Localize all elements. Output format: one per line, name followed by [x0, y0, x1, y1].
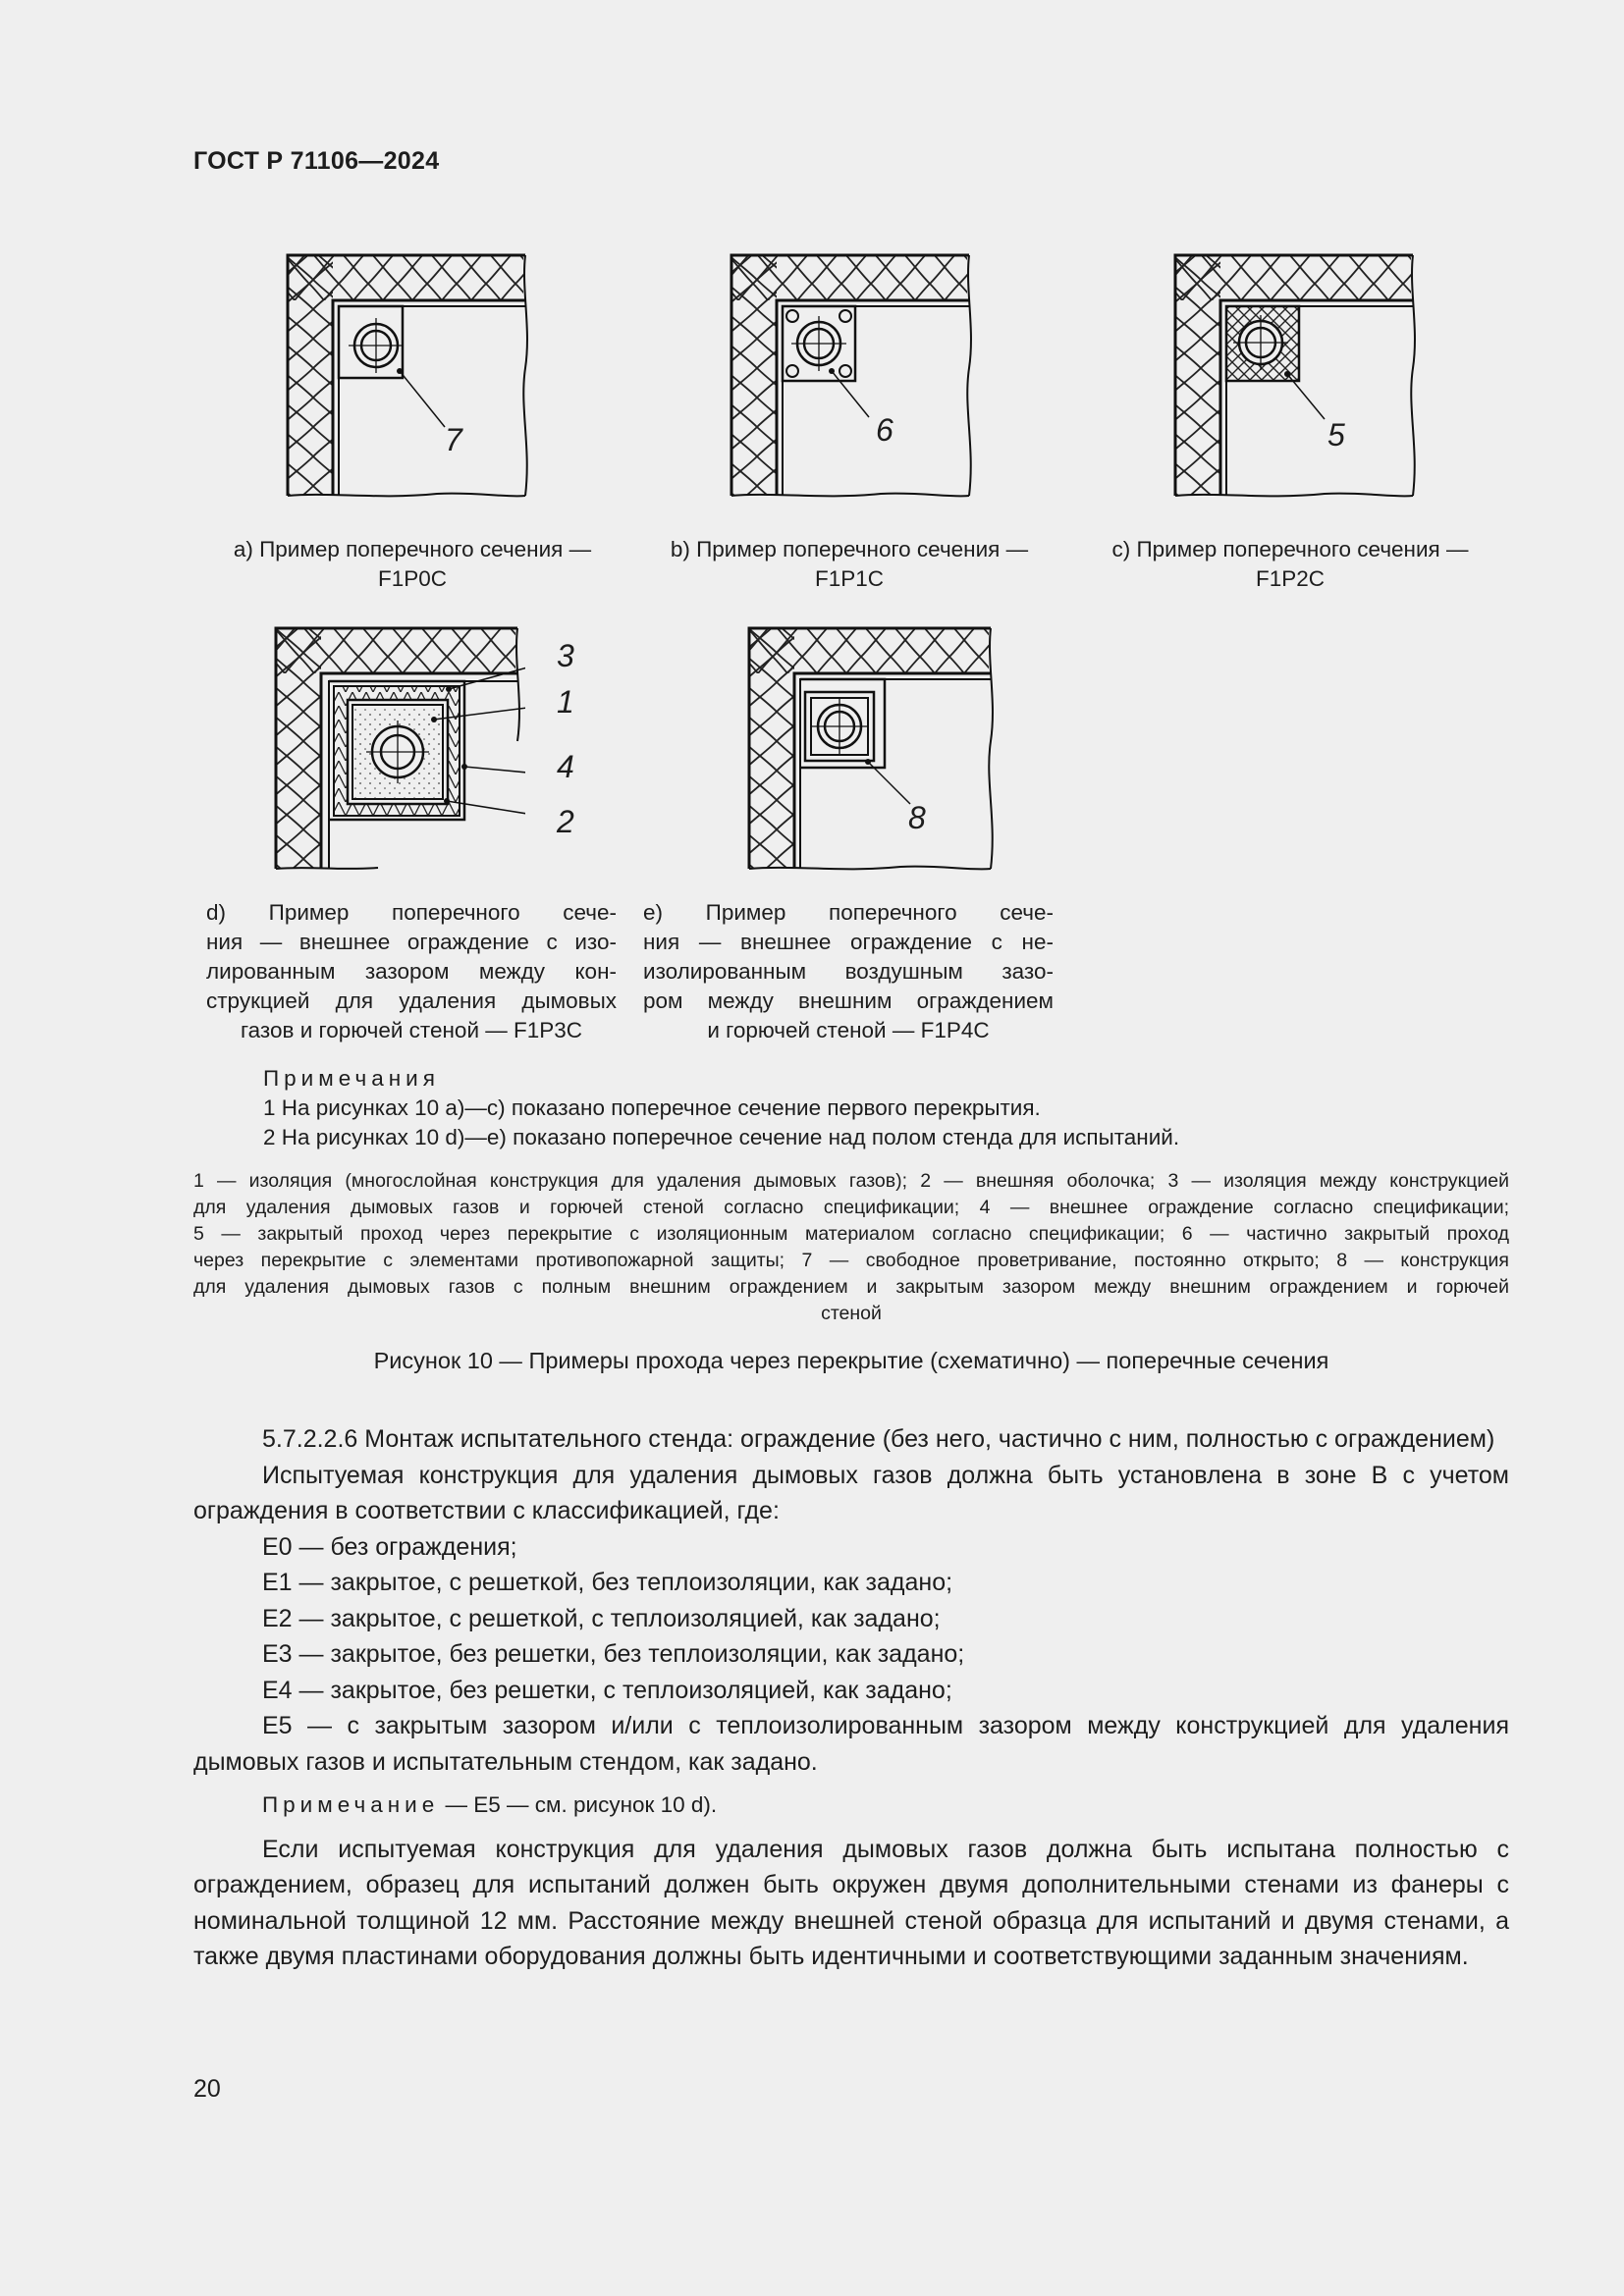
figure-b: [724, 250, 979, 506]
figure-c: [1167, 250, 1423, 506]
caption-d: d) Пример поперечного сече- ния — внешнее ограждение с изо- лированным зазором между кон- струкцией для удаления дымовых газов и горючей стеной — F1P3C: [206, 900, 617, 1042]
caption-a: a) Пример поперечного сечения — F1P0C: [233, 537, 592, 591]
list-item: Е0 — без ограждения;: [262, 1532, 517, 1561]
note-label: Примечание: [262, 1792, 440, 1817]
caption-c: c) Пример поперечного сечения — F1P2C: [1111, 537, 1469, 591]
figure-e: [743, 623, 999, 879]
callout-5: 5: [1327, 417, 1345, 453]
legend-line: 5 — закрытый проход через перекрытие с изоляционным материалом согласно спецификации; 6 — частично закрытый проход: [193, 1223, 1509, 1245]
callout-7: 7: [445, 422, 462, 457]
note-text: — Е5 — см. рисунок 10 d).: [439, 1792, 718, 1817]
legend-line: для удаления дымовых газов с полным внешним ограждением и закрытым зазором между внешним ограждением и горючей: [193, 1276, 1509, 1298]
list-item: Е4 — закрытое, без решетки, с теплоизоляцией, как задано;: [262, 1676, 952, 1704]
callout-3: 3: [557, 638, 574, 673]
legend-line: 1 — изоляция (многослойная конструкция для удаления дымовых газов); 2 — внешняя оболочка; 3 — изоляция между конструкцией: [193, 1170, 1509, 1192]
list-item: Е5 — с закрытым зазором и/или с теплоизолированным зазором между конструкцией для удаления дымовых газов и испытательным стендом, как задано.: [193, 1712, 1509, 1776]
body-text: [193, 1421, 1509, 1975]
figure-title: Рисунок 10 — Примеры прохода через перекрытие (схематично) — поперечные сечения: [373, 1348, 1329, 1373]
caption-e: e) Пример поперечного сече- ния — внешнее ограждение с не- изолированным воздушным зазо- ром между внешним ограждением и горючей стеной — F1P4C: [643, 900, 1054, 1042]
figure-legend: [193, 1168, 1509, 1327]
notes-title: Примечания: [263, 1066, 440, 1091]
note-1: 1 На рисунках 10 а)—с) показано поперечное сечение первого перекрытия.: [263, 1095, 1041, 1120]
figure-notes: [263, 1064, 1510, 1152]
list-item: Е2 — закрытое, с решеткой, с теплоизоляцией, как задано;: [262, 1604, 941, 1632]
legend-line: через перекрытие с элементами противопожарной защиты; 7 — свободное проветривание, постоянно открыто; 8 — конструкция: [193, 1250, 1509, 1271]
figure-d: [270, 623, 574, 879]
paragraph: Если испытуемая конструкция для удаления дымовых газов должна быть испытана полностью с ограждением, образец для испытаний должен быть окружен двумя дополнительными стенами из фанеры с номинальной толщиной 12 мм. Расстояние между внешней стеной образца для испытаний и двумя стенами, а также двумя пластинами оборудования должны быть идентичными и соответствующими заданным значениям.: [193, 1835, 1509, 1970]
list-item: Е3 — закрытое, без решетки, без теплоизоляции, как задано;: [262, 1640, 965, 1668]
caption-b: b) Пример поперечного сечения — F1P1C: [670, 537, 1029, 591]
callout-1: 1: [557, 684, 574, 720]
document-header: ГОСТ Р 71106—2024: [193, 147, 440, 175]
callout-2: 2: [557, 804, 574, 839]
callout-6: 6: [876, 412, 893, 448]
legend-line: для удаления дымовых газов и горючей стеной согласно спецификации; 4 — внешнее ограждение согласно спецификации;: [193, 1197, 1509, 1218]
legend-line: стеной: [821, 1303, 882, 1324]
page-number: 20: [193, 2075, 221, 2103]
paragraph: Испытуемая конструкция для удаления дымовых газов должна быть установлена в зоне В с учетом ограждения в соответствии с классификацией, где:: [193, 1461, 1509, 1524]
callout-4: 4: [557, 749, 574, 784]
section-heading: 5.7.2.2.6 Монтаж испытательного стенда: ограждение (без него, частично с ним, полностью с ограждением): [262, 1425, 1495, 1453]
list-item: Е1 — закрытое, с решеткой, без теплоизоляции, как задано;: [262, 1569, 953, 1596]
body-note: [193, 1788, 1509, 1824]
figure-a: [280, 250, 535, 506]
callout-8: 8: [908, 800, 926, 835]
note-2: 2 На рисунках 10 d)—e) показано поперечное сечение над полом стенда для испытаний.: [263, 1125, 1180, 1149]
